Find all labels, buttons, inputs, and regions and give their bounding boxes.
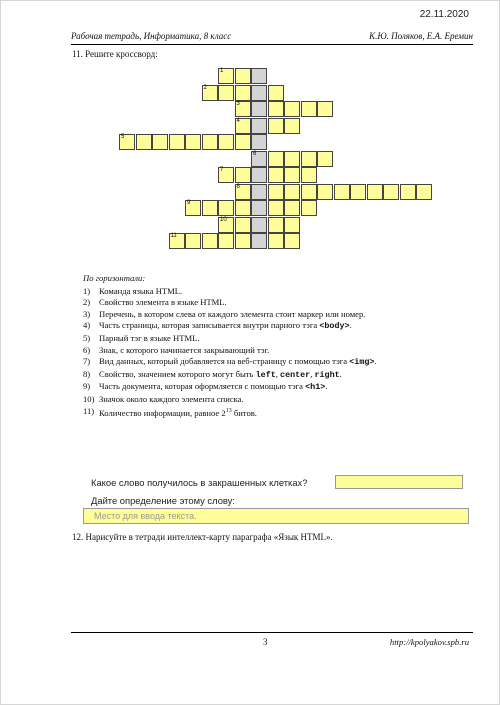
clue-text: Перечень, в котором слева от каждого элемента стоит маркер или номер. (99, 308, 366, 319)
crossword-cell[interactable] (268, 167, 284, 183)
crossword-cell[interactable] (218, 233, 234, 249)
clue-number: 2) (83, 297, 91, 308)
crossword-cell[interactable] (251, 101, 267, 117)
date-stamp: 22.11.2020 (419, 9, 469, 20)
crossword-cell[interactable] (218, 68, 234, 84)
crossword-cell[interactable] (284, 233, 300, 249)
header-right: К.Ю. Поляков, Е.А. Еремин (369, 31, 473, 41)
crossword-cell[interactable] (268, 217, 284, 233)
crossword-cell[interactable] (218, 134, 234, 150)
clue-number: 8) (83, 368, 91, 379)
crossword-cell[interactable] (235, 134, 251, 150)
clue-text: Вид данных, который добавляется на веб-страницу с помощью тэга (99, 356, 348, 367)
clue-items (83, 286, 473, 419)
crossword-cell[interactable] (268, 184, 284, 200)
crossword-cell[interactable] (301, 200, 317, 216)
crossword-cell[interactable] (251, 85, 267, 101)
crossword-row-number: 6 (253, 150, 257, 157)
crossword-cell[interactable] (218, 200, 234, 216)
crossword-cell[interactable] (251, 167, 267, 183)
task-12 (72, 532, 333, 542)
crossword-cell[interactable] (235, 118, 251, 134)
crossword-cell[interactable] (235, 101, 251, 117)
crossword-cell[interactable] (268, 118, 284, 134)
clue-number: 6) (83, 344, 91, 355)
clue-code: <h1> (305, 382, 326, 393)
crossword-row-number: 4 (236, 117, 240, 124)
crossword-cell[interactable] (136, 134, 152, 150)
crossword-cell[interactable] (251, 233, 267, 249)
crossword-cell[interactable] (235, 68, 251, 84)
task-11 (72, 49, 158, 59)
crossword-cell[interactable] (268, 233, 284, 249)
crossword-cell[interactable] (416, 184, 432, 200)
crossword-cell[interactable] (284, 151, 300, 167)
clue-item: 8) Свойство, значением которого могут быть left, center, right. (83, 368, 342, 380)
crossword-cell[interactable] (169, 233, 185, 249)
crossword-cell[interactable] (218, 85, 234, 101)
crossword-row-number: 7 (220, 167, 224, 173)
crossword-cell[interactable] (334, 184, 350, 200)
crossword-cell[interactable] (251, 134, 267, 150)
header-left: Рабочая тетрадь, Информатика, 8 класс (71, 31, 232, 41)
crossword-row-number: 10 (220, 216, 227, 223)
clue-item (83, 309, 473, 321)
clue-code: <img> (349, 357, 375, 368)
question-word: Какое слово получилось в закрашенных клетках? (91, 477, 308, 488)
crossword-row-number: 8 (236, 183, 240, 190)
task-12-text: Нарисуйте в тетради интеллект-карту параграфа «Язык HTML». (85, 532, 333, 542)
clue-number: 3) (83, 308, 91, 319)
crossword-cell[interactable] (202, 233, 218, 249)
crossword-row-number: 2 (203, 84, 207, 91)
clue-text: Команда языка HTML. (99, 285, 183, 296)
crossword-cell[interactable] (367, 184, 383, 200)
crossword-cell[interactable] (235, 217, 251, 233)
crossword-cell[interactable] (301, 167, 317, 183)
crossword-cell[interactable] (235, 184, 251, 200)
crossword-cell[interactable] (317, 184, 333, 200)
crossword-cell[interactable] (185, 233, 201, 249)
clues-heading: По горизонтали: (83, 273, 146, 283)
crossword-cell[interactable] (235, 233, 251, 249)
clue-text: Значок около каждого элемента списка. (99, 393, 244, 404)
task-11-text: Решите кроссворд: (85, 49, 158, 59)
clue-number: 5) (83, 332, 91, 343)
crossword-cell[interactable] (152, 134, 168, 150)
crossword-cell[interactable] (284, 200, 300, 216)
clue-text: Свойство элемента в языке HTML. (99, 297, 227, 308)
clue-code: left (255, 369, 276, 380)
task-11-number: 11. (72, 49, 83, 59)
clue-number: 1) (83, 285, 91, 296)
clue-text: Парный тэг в языке HTML. (99, 332, 200, 343)
clue-text: Часть страницы, которая записывается внутри парного тэга (99, 320, 318, 331)
crossword-cell[interactable] (251, 184, 267, 200)
answer-word-input[interactable] (335, 475, 463, 489)
definition-input[interactable]: Место для ввода текста. (83, 508, 469, 524)
clues-list (83, 273, 473, 419)
clue-item (83, 333, 473, 345)
question-definition: Дайте определение этому слову: (91, 495, 235, 506)
clue-code: right (314, 369, 340, 380)
crossword-cell[interactable] (218, 167, 234, 183)
clue-superscript: 13 (225, 407, 232, 414)
crossword-cell[interactable] (185, 200, 201, 216)
crossword-row-number: 11 (170, 233, 177, 239)
crossword-cell[interactable] (251, 118, 267, 134)
crossword-cell[interactable] (383, 184, 399, 200)
clue-item: 4) Часть страницы, которая записывается внутри парного тэга <body>. (83, 320, 352, 332)
crossword-cell[interactable] (185, 134, 201, 150)
crossword-cell[interactable] (350, 184, 366, 200)
crossword-cell[interactable] (284, 118, 300, 134)
crossword-cell[interactable] (284, 184, 300, 200)
crossword-cell[interactable] (169, 134, 185, 150)
clue-number: 4) (83, 320, 91, 331)
crossword-row-number: 3 (236, 101, 240, 107)
crossword-cell[interactable] (268, 85, 284, 101)
clue-item: 7) Вид данных, который добавляется на веб-страницу с помощью тэга <img>. (83, 356, 377, 368)
crossword-cell[interactable] (251, 200, 267, 216)
clue-item: 9) Часть документа, которая оформляется с помощью тэга <h1>. (83, 381, 328, 393)
crossword-cell[interactable] (301, 101, 317, 117)
crossword-cell[interactable] (202, 85, 218, 101)
page-number: 3 (263, 637, 268, 647)
crossword-cell[interactable] (119, 134, 135, 150)
crossword-row-number: 9 (187, 200, 191, 206)
crossword-cell[interactable] (400, 184, 416, 200)
crossword-cell[interactable] (202, 134, 218, 150)
crossword-cell[interactable] (301, 184, 317, 200)
clue-text: Количество информации, равное 2 (99, 407, 226, 418)
footer-rule (71, 632, 473, 633)
crossword-cell[interactable] (235, 167, 251, 183)
crossword-cell[interactable] (251, 68, 267, 84)
crossword-cell[interactable] (268, 200, 284, 216)
clue-text: Часть документа, которая оформляется с помощью тэга (99, 381, 303, 392)
clue-number: 11) (83, 405, 95, 416)
clue-text: Свойство, значением которого могут быть (99, 368, 254, 379)
crossword-cell[interactable] (301, 151, 317, 167)
crossword-row-number: 1 (220, 68, 224, 74)
page-header (71, 30, 473, 45)
crossword-cell[interactable] (268, 151, 284, 167)
crossword-cell[interactable] (268, 101, 284, 117)
clue-item (83, 394, 473, 406)
crossword-cell[interactable] (284, 101, 300, 117)
clue-item (83, 297, 473, 309)
crossword-cell[interactable] (251, 151, 267, 167)
crossword-cell[interactable] (202, 200, 218, 216)
crossword-cell[interactable] (218, 217, 234, 233)
clue-code: center (280, 369, 311, 380)
crossword-cell[interactable] (235, 200, 251, 216)
clue-text: Знак, с которого начинается закрывающий тэг. (99, 344, 270, 355)
crossword-cell[interactable] (317, 101, 333, 117)
crossword-cell[interactable] (317, 151, 333, 167)
clue-item (83, 345, 473, 357)
clue-code: <body> (319, 321, 350, 332)
crossword-cell[interactable] (284, 217, 300, 233)
crossword-cell[interactable] (235, 85, 251, 101)
clue-item (83, 286, 473, 298)
clue-number: 9) (83, 381, 91, 392)
crossword-cell[interactable] (284, 167, 300, 183)
clue-number: 7) (83, 356, 91, 367)
clue-item: 11) Количество информации, равное $2^{13}$ битов. (83, 405, 257, 418)
crossword-cell[interactable] (251, 217, 267, 233)
crossword-row-number: 5 (121, 134, 125, 140)
task-12-number: 12. (72, 532, 84, 542)
clue-number: 10) (83, 393, 95, 404)
footer-url: http://kpolyakov.spb.ru (389, 637, 469, 647)
